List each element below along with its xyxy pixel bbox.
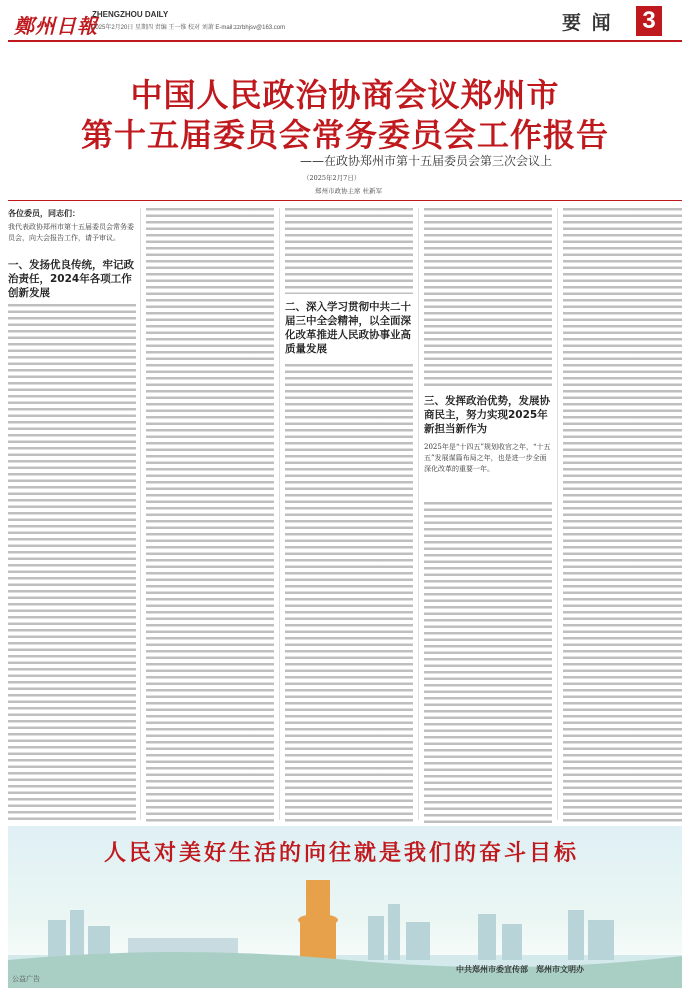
- column-3-text-top: [285, 208, 413, 294]
- date-note: （2025年2月7日）: [303, 174, 361, 182]
- column-2-text: [146, 208, 274, 823]
- column-divider: [418, 208, 419, 820]
- article-column-4: [424, 208, 552, 823]
- english-name: ZHENGZHOU DAILY: [92, 10, 169, 19]
- column-5-text: [563, 208, 682, 823]
- greeting: 各位委员，同志们：: [8, 208, 80, 218]
- banner-credit: 中共郑州市委宣传部 郑州市文明办: [456, 965, 584, 974]
- column-1-text: [8, 304, 136, 823]
- column-3-text: [285, 364, 413, 823]
- page-number: 3: [636, 6, 662, 36]
- subheadline: ——在政协郑州市第十五届委员会第三次会议上: [300, 154, 553, 168]
- section-1-title: 一、发扬优良传统，牢记政治责任，2024年各项工作创新发展: [8, 259, 134, 299]
- opening-paragraph: 我代表政协郑州市第十五届委员会常务委员会，向大会报告工作，请予审议。: [8, 223, 134, 242]
- section-3-intro: 2025年是“十四五”规划收官之年，“十五五”发展谋篇布局之年，也是进一步全面深化改革的重要一年。: [424, 443, 551, 473]
- byline: 郑州市政协主席 杜新军: [315, 187, 383, 195]
- headline-rule: [8, 200, 682, 201]
- public-service-banner: [8, 826, 682, 988]
- column-divider: [140, 208, 141, 820]
- article-column-3: [285, 208, 413, 823]
- headline-line-2: 第十五届委员会常务委员会工作报告: [80, 116, 609, 154]
- masthead-rule: [8, 40, 682, 42]
- column-4-text: [424, 502, 552, 823]
- article-column-1: [8, 208, 136, 823]
- banner-slogan: 人民对美好生活的向往就是我们的奋斗目标: [104, 841, 580, 866]
- dateline: 2025年2月20日 星期四 责编 王一惟 校对 刘萧 E-mail:zzrbhjsv@163.com: [92, 25, 286, 31]
- headline-line-1: 中国人民政治协商会议郑州市: [130, 76, 560, 114]
- article-column-5: [563, 208, 682, 823]
- ad-label: 公益广告: [12, 975, 40, 983]
- masthead: [0, 0, 690, 44]
- city-tower-icon: [298, 880, 338, 960]
- column-divider: [279, 208, 280, 820]
- section-3-title: 三、发挥政治优势，发展协商民主，努力实现2025年新担当新作为: [424, 395, 550, 435]
- article-column-2: [146, 208, 274, 823]
- section-2-title: 二、深入学习贯彻中共二十届三中全会精神，以全面深化改革推进人民政协事业高质量发展: [285, 301, 411, 355]
- newspaper-logo: 鄭州日報: [14, 14, 98, 38]
- column-4-text-top: [424, 208, 552, 386]
- column-divider: [557, 208, 558, 820]
- section-name: 要 闻: [562, 12, 613, 34]
